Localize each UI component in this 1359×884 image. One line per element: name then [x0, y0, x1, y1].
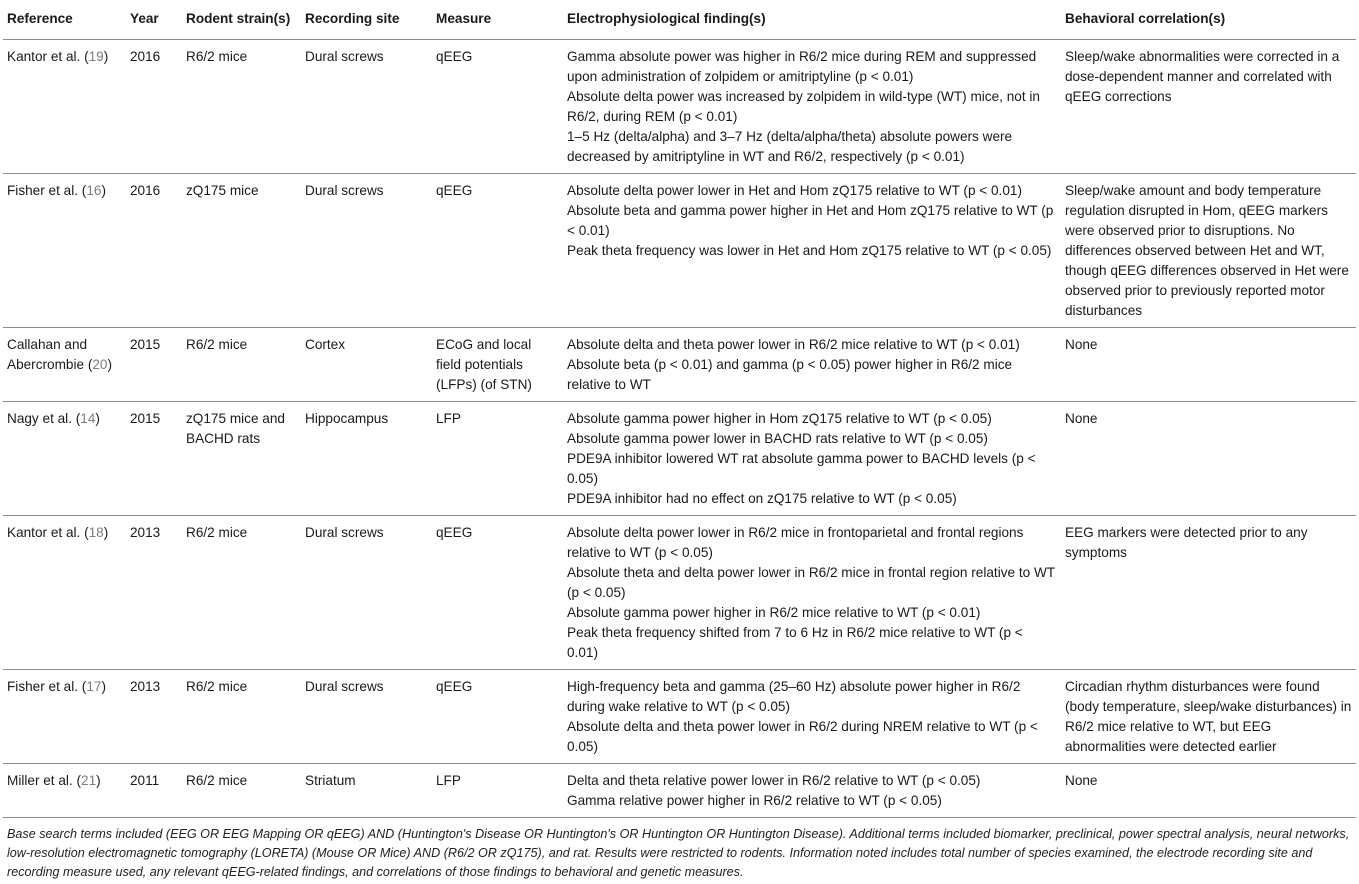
cell-year: 2013	[126, 670, 182, 764]
table-row	[3, 670, 1356, 764]
reference-text: Nagy et al. (	[7, 411, 81, 426]
cell-recording-site: Dural screws	[301, 516, 432, 670]
finding-item: High-frequency beta and gamma (25–60 Hz) absolute power higher in R6/2 during wake relative to WT (p < 0.05)	[567, 679, 1021, 714]
reference-text: Miller et al. (	[7, 773, 82, 788]
reference-citation-link[interactable]: 16	[86, 183, 102, 198]
finding-item: Absolute delta power was increased by zolpidem in wild-type (WT) mice, not in R6/2, during REM (p < 0.01)	[567, 89, 1040, 124]
finding-item: Absolute delta power lower in Het and Hom zQ175 relative to WT (p < 0.01)	[567, 183, 1022, 198]
studies-table	[3, 0, 1356, 818]
finding-item: PDE9A inhibitor had no effect on zQ175 relative to WT (p < 0.05)	[567, 491, 957, 506]
cell-reference	[3, 402, 126, 516]
reference-citation-link[interactable]: 20	[92, 357, 108, 372]
cell-measure: qEEG	[432, 174, 563, 328]
cell-measure: ECoG and local field potentials (LFPs) (of STN)	[432, 328, 563, 402]
finding-item: Delta and theta relative power lower in R6/2 relative to WT (p < 0.05)	[567, 773, 981, 788]
reference-close: )	[103, 525, 109, 540]
reference-citation-link[interactable]: 21	[81, 773, 97, 788]
cell-recording-site: Dural screws	[301, 174, 432, 328]
cell-findings	[563, 670, 1061, 764]
cell-reference	[3, 516, 126, 670]
cell-reference	[3, 764, 126, 818]
cell-rodent-strain: R6/2 mice	[182, 328, 301, 402]
cell-behavioral-correlation: EEG markers were detected prior to any symptoms	[1061, 516, 1356, 670]
cell-rodent-strain: R6/2 mice	[182, 764, 301, 818]
table-row	[3, 516, 1356, 670]
cell-recording-site: Cortex	[301, 328, 432, 402]
table-row	[3, 402, 1356, 516]
cell-year: 2015	[126, 328, 182, 402]
finding-item: Absolute theta and delta power lower in R6/2 mice in frontal region relative to WT (p < 0.05)	[567, 565, 1055, 600]
cell-reference	[3, 670, 126, 764]
finding-item: Absolute beta (p < 0.01) and gamma (p < 0.05) power higher in R6/2 mice relative to WT	[567, 357, 1013, 392]
table-body	[3, 40, 1356, 818]
header-rodent-strain: Rodent strain(s)	[182, 0, 301, 40]
cell-measure: qEEG	[432, 40, 563, 174]
reference-close: )	[96, 773, 101, 788]
cell-rodent-strain: R6/2 mice	[182, 40, 301, 174]
header-behavioral-correlation: Behavioral correlation(s)	[1061, 0, 1356, 40]
cell-behavioral-correlation: Circadian rhythm disturbances were found (body temperature, sleep/wake disturbances) in R6/2 mice relative to WT, but EEG abnormalities were detected earlier	[1061, 670, 1356, 764]
cell-measure: qEEG	[432, 670, 563, 764]
header-year: Year	[126, 0, 182, 40]
header-recording-site: Recording site	[301, 0, 432, 40]
cell-measure: qEEG	[432, 516, 563, 670]
cell-recording-site: Striatum	[301, 764, 432, 818]
finding-item: Absolute delta and theta power lower in R6/2 during NREM relative to WT (p < 0.05)	[567, 719, 1038, 754]
cell-recording-site: Hippocampus	[301, 402, 432, 516]
header-findings: Electrophysiological finding(s)	[563, 0, 1061, 40]
finding-item: Peak theta frequency shifted from 7 to 6 Hz in R6/2 mice relative to WT (p < 0.01)	[567, 625, 1023, 660]
finding-item: Absolute beta and gamma power higher in Het and Hom zQ175 relative to WT (p < 0.01)	[567, 203, 1054, 238]
cell-findings	[563, 516, 1061, 670]
cell-rodent-strain: zQ175 mice	[182, 174, 301, 328]
cell-findings	[563, 764, 1061, 818]
reference-citation-link[interactable]: 19	[88, 49, 104, 64]
finding-item: Gamma absolute power was higher in R6/2 mice during REM and suppressed upon administration of zolpidem or amitriptyline (p < 0.01)	[567, 49, 1037, 84]
reference-text: Fisher et al. (	[7, 679, 87, 694]
finding-item: Absolute delta power lower in R6/2 mice in frontoparietal and frontal regions relative to WT (p < 0.05)	[567, 525, 1024, 560]
cell-behavioral-correlation: Sleep/wake abnormalities were corrected in a dose-dependent manner and correlated with qEEG corrections	[1061, 40, 1356, 174]
cell-behavioral-correlation: Sleep/wake amount and body temperature regulation disrupted in Hom, qEEG markers were observed prior to disruptions. No differences observed between Het and WT, though qEEG differences observed in Het were observed prior to previously reported motor disturbances	[1061, 174, 1356, 328]
reference-close: )	[107, 357, 113, 372]
reference-close: )	[103, 49, 109, 64]
reference-close: )	[101, 183, 106, 198]
reference-text: Kantor et al. (	[7, 525, 89, 540]
cell-year: 2016	[126, 40, 182, 174]
cell-findings	[563, 328, 1061, 402]
finding-item: Absolute delta and theta power lower in R6/2 mice relative to WT (p < 0.01)	[567, 337, 1020, 352]
finding-item: Absolute gamma power higher in R6/2 mice relative to WT (p < 0.01)	[567, 605, 981, 620]
cell-measure: LFP	[432, 402, 563, 516]
finding-item: Gamma relative power higher in R6/2 relative to WT (p < 0.05)	[567, 793, 942, 808]
reference-text: Fisher et al. (	[7, 183, 87, 198]
reference-close: )	[101, 679, 106, 694]
reference-close: )	[95, 411, 100, 426]
reference-citation-link[interactable]: 17	[86, 679, 102, 694]
reference-citation-link[interactable]: 14	[80, 411, 96, 426]
cell-year: 2013	[126, 516, 182, 670]
cell-rodent-strain: zQ175 mice and BACHD rats	[182, 402, 301, 516]
cell-findings	[563, 174, 1061, 328]
table-row	[3, 328, 1356, 402]
table-row	[3, 174, 1356, 328]
cell-reference	[3, 328, 126, 402]
finding-item: Peak theta frequency was lower in Het and Hom zQ175 relative to WT (p < 0.05)	[567, 243, 1052, 258]
finding-item: 1–5 Hz (delta/alpha) and 3–7 Hz (delta/alpha/theta) absolute powers were decreased by amitriptyline in WT and R6/2, respectively (p < 0.01)	[567, 129, 1013, 164]
cell-behavioral-correlation: None	[1061, 764, 1356, 818]
reference-text: Kantor et al. (	[7, 49, 89, 64]
reference-text: Callahan and Abercrombie (	[7, 337, 93, 372]
cell-rodent-strain: R6/2 mice	[182, 516, 301, 670]
reference-citation-link[interactable]: 18	[88, 525, 104, 540]
cell-findings	[563, 402, 1061, 516]
cell-year: 2011	[126, 764, 182, 818]
cell-behavioral-correlation: None	[1061, 402, 1356, 516]
header-reference: Reference	[3, 0, 126, 40]
cell-recording-site: Dural screws	[301, 670, 432, 764]
header-row	[3, 0, 1356, 40]
cell-reference	[3, 40, 126, 174]
finding-item: Absolute gamma power higher in Hom zQ175 relative to WT (p < 0.05)	[567, 411, 992, 426]
cell-findings	[563, 40, 1061, 174]
header-measure: Measure	[432, 0, 563, 40]
table-row	[3, 764, 1356, 818]
cell-rodent-strain: R6/2 mice	[182, 670, 301, 764]
cell-measure: LFP	[432, 764, 563, 818]
cell-year: 2016	[126, 174, 182, 328]
finding-item: Absolute gamma power lower in BACHD rats relative to WT (p < 0.05)	[567, 431, 988, 446]
cell-behavioral-correlation: None	[1061, 328, 1356, 402]
table-footnote: Base search terms included (EEG OR EEG Mapping OR qEEG) AND (Huntington's Disease OR Huntington's OR Huntington OR Huntington Disease). Additional terms included biomarker, preclinical, power spectral analysis, neural networks, low-resolution electromagnetic tomography (LORETA) (Mouse OR Mice) AND (R6/2 OR zQ175), and rat. Results were restricted to rodents. Information noted includes total number of species examined, the electrode recording site and recording measure used, any relevant qEEG-related findings, and correlations of those findings to behavioral and genetic measures.	[7, 827, 1350, 879]
cell-year: 2015	[126, 402, 182, 516]
cell-reference	[3, 174, 126, 328]
cell-recording-site: Dural screws	[301, 40, 432, 174]
finding-item: PDE9A inhibitor lowered WT rat absolute gamma power to BACHD levels (p < 0.05)	[567, 451, 1036, 486]
table-row	[3, 40, 1356, 174]
